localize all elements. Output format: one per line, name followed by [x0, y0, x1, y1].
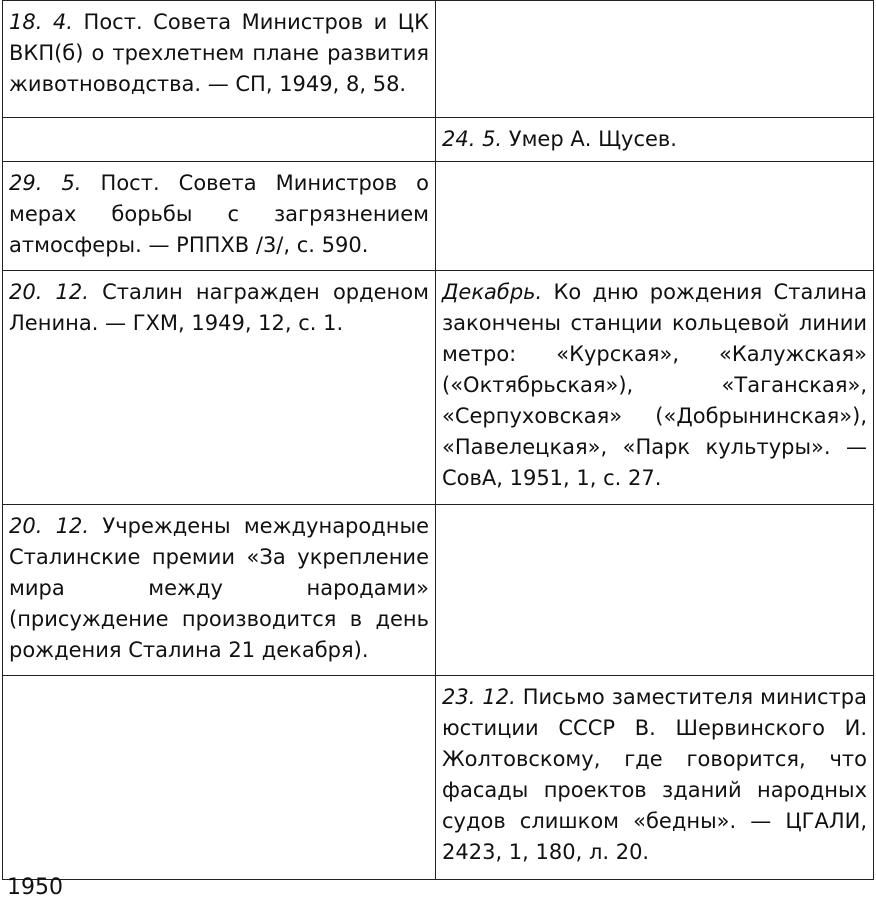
chronicle-table: [2, 0, 874, 880]
entry-date: 20. 12.: [9, 514, 90, 538]
left-cell: [3, 271, 436, 505]
table-row: [3, 676, 874, 880]
entry-date: 23. 12.: [442, 685, 516, 709]
right-cell: [436, 676, 874, 880]
right-cell: [436, 118, 874, 162]
right-cell: [436, 162, 874, 271]
left-cell: [3, 118, 436, 162]
year-label: 1950: [7, 875, 63, 900]
table-row: [3, 162, 874, 271]
entry-date: Декабрь.: [442, 280, 543, 304]
table-row: [3, 505, 874, 676]
left-cell: [3, 162, 436, 271]
entry-text: Ко дню рождения Сталина закончены станции кольцевой линии метро: «Курская», «Калужская» («Октябрьская»), «Таганская», «Серпуховская» («Добрынинская»), «Павелецкая», «Парк культуры». — СовА, 1951, 1, с. 27.: [442, 280, 867, 490]
entry-text: Пост. Совета Министров и ЦК ВКП(б) о трехлетнем плане развития животноводства. — СП, 1949, 8, 58.: [9, 10, 430, 96]
table-row: [3, 1, 874, 118]
right-cell: [436, 1, 874, 118]
left-cell: [3, 1, 436, 118]
table-row: [3, 118, 874, 162]
entry-text: Сталин награжден орденом Ленина. — ГХМ, 1949, 12, с. 1.: [9, 280, 429, 335]
entry-date: 24. 5.: [442, 127, 503, 151]
entry-text: Письмо заместителя министра юстиции СССР В. Шервинского И. Жолтовскому, где говорится, что фасады проектов зданий народных судов слишком «бедны». — ЦГАЛИ, 2423, 1, 180, л. 20.: [442, 685, 867, 864]
right-cell: [436, 505, 874, 676]
entry-text: Учреждены международные Сталинские премии «За укрепление мира между народами» (присуждение производится в день рождения Сталина 21 декабря).: [9, 514, 429, 662]
entry-date: 20. 12.: [9, 280, 89, 304]
entry-text: Пост. Совета Министров о мерах борьбы с загрязнением атмосферы. — РППХВ /3/, с. 590.: [9, 171, 430, 257]
left-cell: [3, 505, 436, 676]
entry-date: 18. 4.: [9, 10, 73, 34]
right-cell: [436, 271, 874, 505]
entry-text: Умер А. Щусев.: [502, 127, 677, 151]
table-row: [3, 271, 874, 505]
left-cell: [3, 676, 436, 880]
entry-date: 29. 5.: [9, 171, 82, 195]
